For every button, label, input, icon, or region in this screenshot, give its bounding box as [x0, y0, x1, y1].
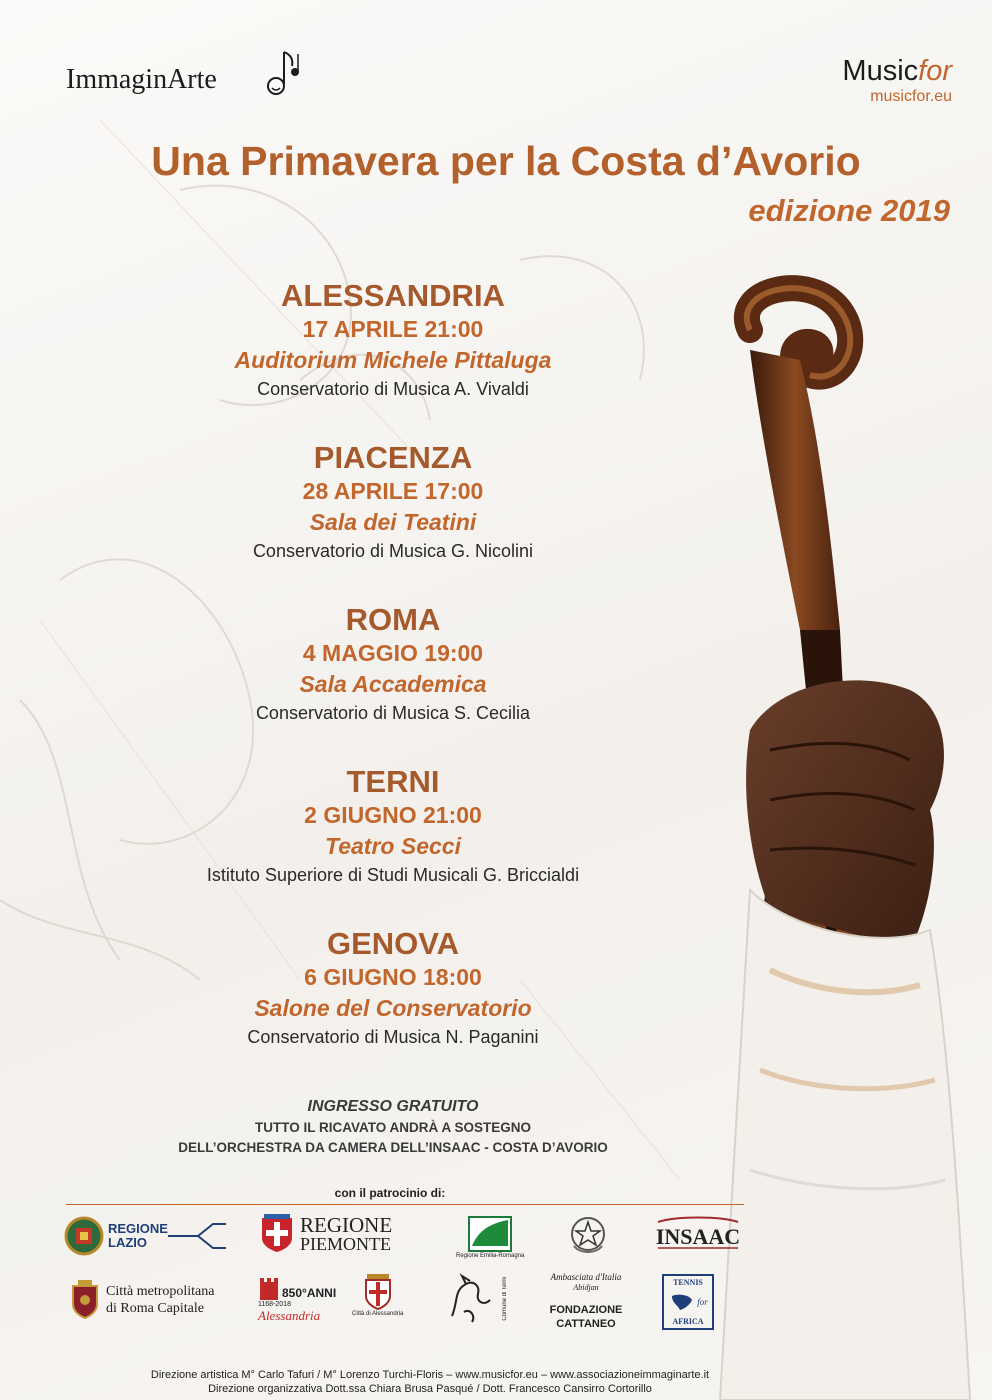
event-date: 4 MAGGIO 19:00 [302, 640, 484, 666]
event-item [110, 602, 676, 764]
event-item [110, 440, 676, 602]
regione-lazio-text-a: REGIONE [108, 1221, 168, 1236]
italian-republic-emblem-icon [568, 1214, 608, 1258]
piemonte-shield-icon [260, 1214, 294, 1254]
italian-republic-logo [568, 1214, 608, 1258]
credits-footer [0, 1368, 860, 1396]
tennis-text-c: AFRICA [672, 1317, 704, 1326]
event-institution: Conservatorio di Musica N. Paganini [247, 1027, 539, 1047]
regione-lazio-text-b: LAZIO [108, 1235, 147, 1250]
alessandria-crest-icon [363, 1274, 393, 1310]
citta-alessandria-text: Città di Alessandria [352, 1311, 404, 1317]
event-venue: Auditorium Michele Pittaluga [234, 347, 552, 373]
insaac-logo-text: INSAAC [656, 1224, 740, 1249]
event-city: GENOVA [326, 926, 460, 961]
event-institution: Conservatorio di Musica S. Cecilia [255, 703, 531, 723]
fondazione-text-b: CATTANEO [556, 1318, 616, 1330]
event-date: 6 GIUGNO 18:00 [304, 964, 482, 990]
event-item [110, 278, 676, 440]
citta-metropolitana-text-b: di Roma Capitale [106, 1301, 204, 1316]
alessandria-castle-icon [258, 1276, 280, 1300]
insaac-logo [656, 1214, 740, 1254]
lazio-wave-icon [168, 1221, 228, 1251]
event-venue: Sala Accademica [299, 671, 487, 697]
event-institution: Conservatorio di Musica A. Vivaldi [257, 379, 529, 399]
poster-title: Una Primavera per la Costa d’Avorio [151, 138, 861, 184]
emilia-romagna-emblem-icon [468, 1216, 512, 1252]
sponsor-logos [60, 1210, 760, 1360]
event-item [110, 926, 676, 1088]
tennis-text-a: TENNIS [673, 1278, 703, 1287]
regione-piemonte-text-a: REGIONE [300, 1213, 393, 1237]
musicfor-logo [842, 56, 952, 108]
ambasciata-text-a: Ambasciata d'Italia [550, 1272, 622, 1282]
event-list [110, 278, 676, 1088]
event-city: ROMA [345, 602, 441, 637]
alessandria-years: 1168-2018 [258, 1301, 291, 1308]
event-venue: Sala dei Teatini [309, 509, 477, 535]
emilia-romagna-logo [456, 1216, 524, 1260]
ambasciata-fondazione-logo [538, 1272, 634, 1331]
citta-alessandria-logo [352, 1274, 403, 1318]
africa-map-icon [668, 1293, 696, 1311]
event-date: 17 APRILE 21:00 [302, 316, 484, 342]
insaac-emblem-icon [656, 1214, 740, 1254]
event-venue: Salone del Conservatorio [254, 995, 532, 1021]
event-date: 2 GIUGNO 21:00 [304, 802, 482, 828]
credits-line: Direzione artistica M° Carlo Tafuri / M° Lorenzo Turchi-Floris – www.musicfor.eu – www.associazioneimmaginarte.it [150, 1369, 710, 1381]
citta-metropolitana-logo [70, 1280, 214, 1320]
event-institution: Conservatorio di Musica G. Nicolini [252, 541, 534, 561]
event-item [110, 764, 676, 926]
admission-block [110, 1096, 676, 1158]
admission-title: INGRESSO GRATUITO [307, 1098, 479, 1115]
musicfor-url[interactable]: musicfor.eu [870, 88, 952, 105]
alessandria-850-logo [258, 1276, 336, 1323]
regione-piemonte-logo [260, 1214, 392, 1254]
regione-lazio-logo [64, 1216, 228, 1256]
roma-capitale-crest-icon [70, 1280, 100, 1320]
music-note-face-icon [262, 48, 302, 98]
admission-line: DELL’ORCHESTRA DA CAMERA DELL’INSAAC - COSTA D’AVORIO [178, 1140, 608, 1155]
musicfor-wordmark [842, 56, 952, 86]
event-venue: Teatro Secci [325, 833, 461, 859]
event-city: PIACENZA [313, 440, 473, 475]
citta-metropolitana-text-a: Città metropolitana [106, 1284, 215, 1299]
terni-dragon-icon [444, 1272, 498, 1326]
event-institution: Istituto Superiore di Studi Musicali G. Briccialdi [206, 865, 580, 885]
ambasciata-text-b: Abidjan [573, 1283, 599, 1292]
lazio-crest-icon [64, 1216, 104, 1256]
event-city: TERNI [346, 764, 440, 799]
patronage-divider [66, 1204, 744, 1205]
comune-terni-logo [444, 1272, 512, 1326]
musicfor-brand-for: for [918, 55, 952, 87]
fondazione-text-a: FONDAZIONE [549, 1304, 623, 1316]
alessandria-850-text: 850°ANNI [282, 1286, 337, 1300]
tennis-for-africa-logo [662, 1274, 714, 1330]
edition-label: edizione 2019 [748, 193, 950, 228]
immaginarte-wordmark: ImmaginArte [66, 64, 217, 95]
event-date: 28 APRILE 17:00 [302, 478, 484, 504]
alessandria-name: Alessandria [258, 1308, 321, 1323]
musicfor-brand-music: Music [842, 55, 919, 87]
event-city: ALESSANDRIA [281, 278, 505, 313]
admission-line: TUTTO IL RICAVATO ANDRÀ A SOSTEGNO [254, 1120, 531, 1135]
emilia-romagna-text: Regione Emilia-Romagna [456, 1253, 525, 1259]
patronage-label: con il patrocinio di: [334, 1186, 446, 1200]
credits-line: Direzione organizzativa Dott.ssa Chiara Brusa Pasqué / Dott. Francesco Cansirro Cortorillo [208, 1383, 652, 1395]
regione-piemonte-text-b: PIEMONTE [300, 1234, 391, 1254]
tennis-text-b: for [697, 1297, 708, 1307]
comune-terni-text: Comune di Terni [502, 1277, 508, 1321]
